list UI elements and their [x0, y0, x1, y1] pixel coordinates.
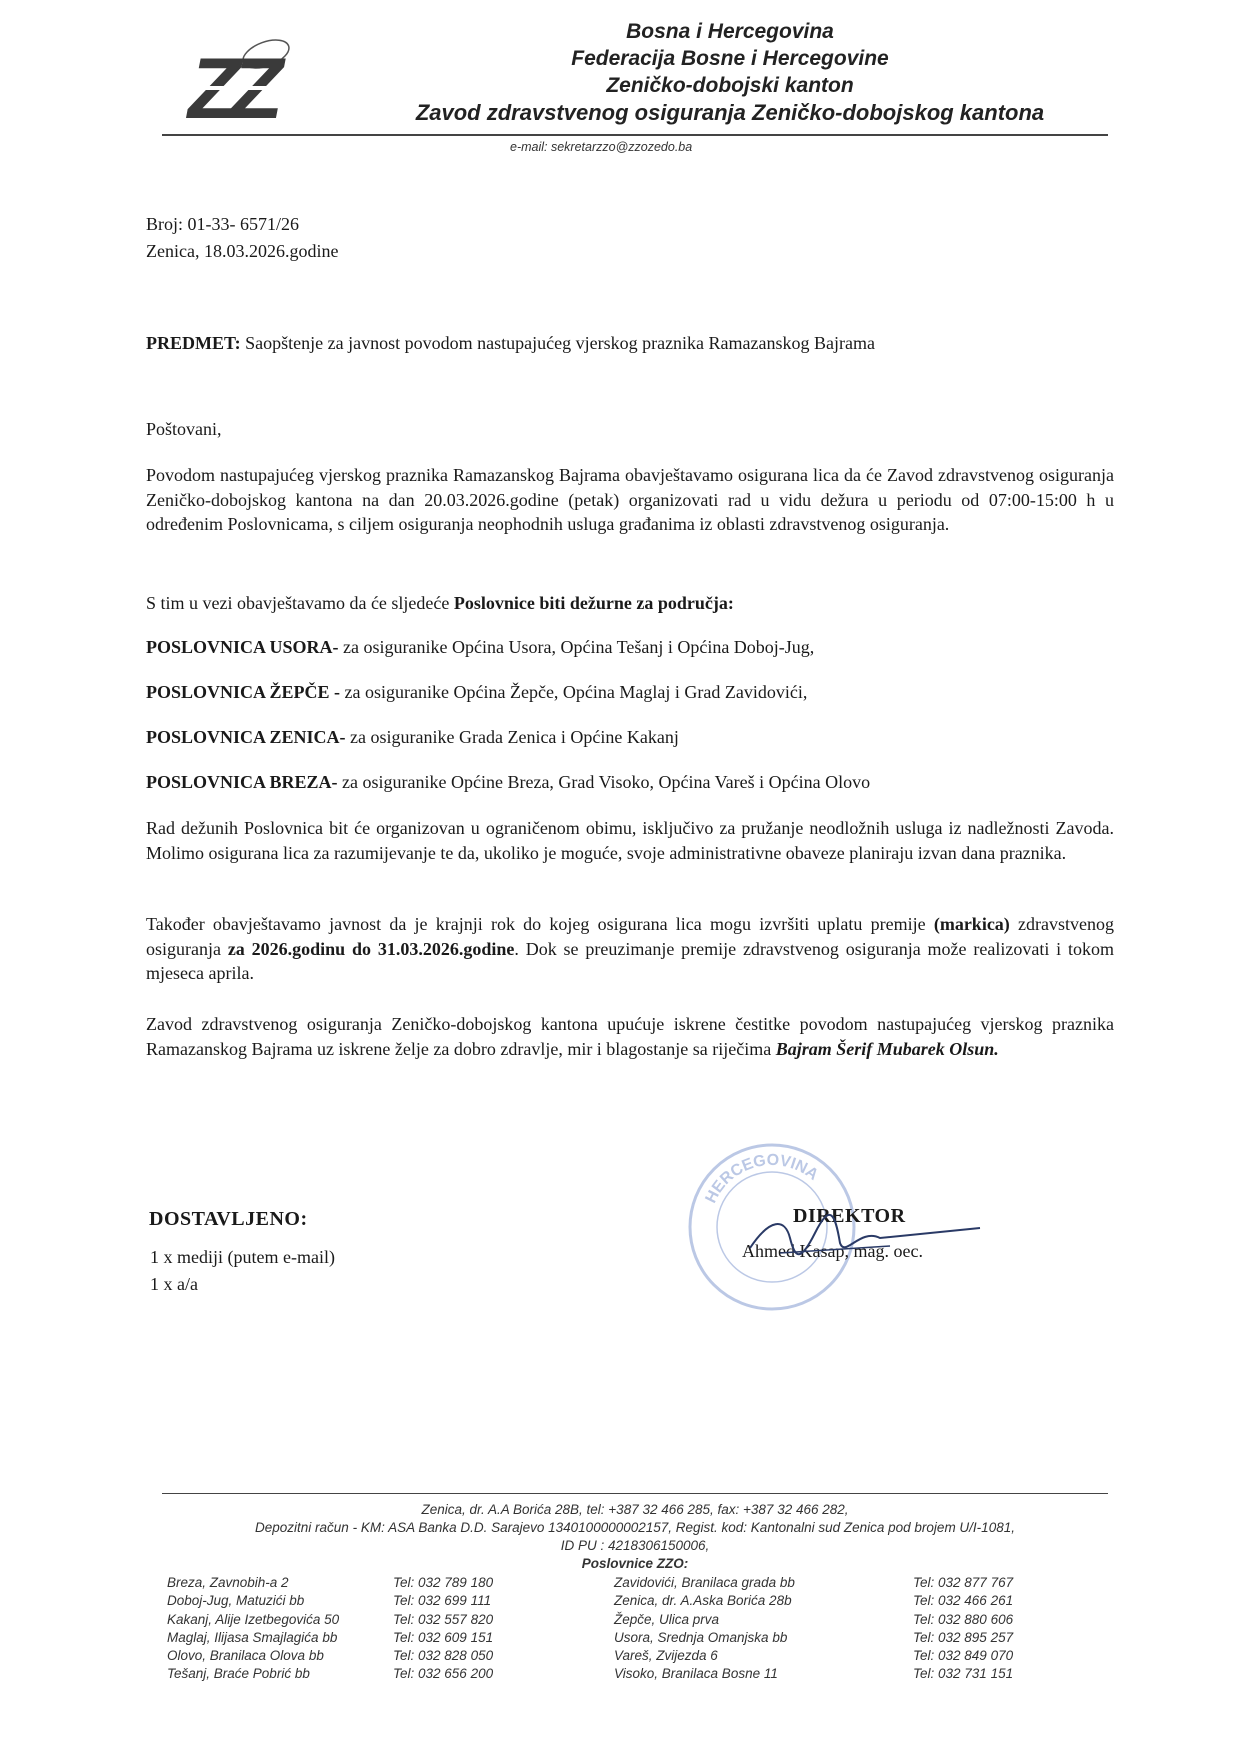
premium-markica: (markica): [933, 914, 1010, 934]
office-item: [146, 772, 870, 793]
delivered-title: DOSTAVLJENO:: [149, 1208, 308, 1230]
header-divider: [162, 134, 1108, 136]
header-email: e-mail: sekretarzzo@zzozedo.ba: [510, 140, 693, 154]
branch-phone: Tel: 032 895 257: [913, 1629, 1014, 1645]
header-line-federation: Federacija Bosne i Hercegovine: [571, 47, 889, 70]
footer-divider: [162, 1493, 1108, 1494]
office-item: [146, 682, 807, 703]
branch-phone: Tel: 032 877 767: [913, 1575, 1014, 1590]
branch-address: Zavidovići, Branilaca grada bb: [614, 1575, 795, 1590]
branch-phone: Tel: 032 656 200: [393, 1666, 494, 1682]
footer-address: Zenica, dr. A.A Borića 28B, tel: +387 32 466 285, fax: +387 32 466 282,: [421, 1502, 849, 1517]
office-desc: za osiguranike Općina Žepče, Općina Maglaj i Grad Zavidovići,: [340, 682, 808, 702]
office-item: [146, 727, 679, 748]
footer-id: ID PU : 4218306150006,: [560, 1538, 710, 1553]
branch-address: Žepče, Ulica prva: [614, 1611, 720, 1627]
branch-address: Vareš, Zvijezda 6: [614, 1648, 718, 1664]
branch-list-left: [167, 1574, 392, 1684]
document-reference: [146, 211, 338, 265]
premium-text-e: . Dok se preuzimanje premije zdravstvenog osiguranja može realizovati i tokom mjeseca aprila.: [146, 938, 1114, 983]
handwritten-signature: [740, 1208, 990, 1278]
footer-bank: Depozitni račun - KM: ASA Banka D.D. Sarajevo 1340100000002157, Regist. kod: Kantonalni sud Zenica pod brojem U/I-1081,: [255, 1520, 1015, 1535]
stamp-text: HERCEGOVINA: [702, 1151, 822, 1206]
branch-list-right: [614, 1574, 864, 1684]
greetings-text: Zavod zdravstvenog osiguranja Zeničko-dobojskog kantona upućuje iskrene čestitke povodom nastupajućeg vjerskog praznika Ramazanskog Bajrama uz iskrene želje za dobro zdravlje, mir i blagostanje sa riječima: [146, 1014, 1114, 1059]
office-desc: za osiguranike Općine Breza, Grad Visoko, Općina Vareš i Općina Olovo: [337, 772, 871, 792]
office-name: POSLOVNICA ŽEPČE -: [146, 682, 341, 702]
branch-phone: Tel: 032 789 180: [393, 1575, 494, 1590]
branch-address: Usora, Srednja Omanjska bb: [614, 1629, 788, 1645]
greeting: Poštovani,: [146, 419, 222, 439]
svg-text:HERCEGOVINA: [703, 1152, 822, 1206]
footer-branches-title: Poslovnice ZZO:: [581, 1556, 689, 1571]
delivered-list: [150, 1244, 335, 1298]
director-title: DIREKTOR: [793, 1205, 906, 1227]
branch-address: Olovo, Branilaca Olova bb: [167, 1648, 324, 1664]
branch-phone: Tel: 032 880 606: [913, 1611, 1014, 1627]
branch-phone: Tel: 032 828 050: [393, 1648, 494, 1664]
header-institution: [370, 18, 1090, 126]
branch-phone: Tel: 032 466 261: [913, 1593, 1014, 1609]
branch-phone: Tel: 032 557 820: [393, 1611, 494, 1627]
paragraph-offices-intro: [146, 591, 1114, 616]
header-line-country: Bosna i Hercegovina: [626, 20, 834, 43]
branch-address: Breza, Zavnobih-a 2: [167, 1575, 289, 1590]
subject-text: Saopštenje za javnost povodom nastupajućeg vjerskog praznika Ramazanskog Bajrama: [240, 333, 875, 353]
branch-phone: Tel: 032 699 111: [393, 1593, 492, 1609]
office-name: POSLOVNICA BREZA-: [146, 772, 338, 792]
logo-text: ZZ: [188, 41, 274, 132]
office-name: POSLOVNICA USORA-: [146, 637, 339, 657]
document-number: Broj: 01-33- 6571/26: [146, 214, 299, 234]
offices-intro-text: S tim u vezi obavještavamo da će sljedeće: [146, 593, 454, 613]
branch-phone: Tel: 032 849 070: [913, 1648, 1014, 1664]
delivered-item: 1 x a/a: [150, 1274, 198, 1294]
branch-phones-right: [913, 1574, 1063, 1684]
office-desc: za osiguranike Općina Usora, Općina Tešanj i Općina Doboj-Jug,: [338, 637, 815, 657]
director-name: Ahmed Kasap, mag. oec.: [742, 1241, 923, 1261]
premium-text-a: Također obavještavamo javnost da je krajnji rok do kojeg osigurana lica mogu izvršiti uplatu premije: [146, 914, 934, 934]
premium-text-c: zdravstvenog osiguranja: [146, 914, 1114, 959]
header-line-canton: Zeničko-dobojski kanton: [606, 74, 854, 97]
paragraph-limited-scope: Rad dežunih Poslovnica bit će organizovan u ograničenom obimu, isključivo za pružanje neodložnih usluga iz nadležnosti Zavoda. Molimo osigurana lica za razumijevanje te da, ukoliko je moguće, svoje administrativne obaveze planiraju izvan dana praznika.: [146, 818, 1114, 863]
office-desc: za osiguranike Grada Zenica i Općine Kakanj: [345, 727, 679, 747]
subject-label: PREDMET:: [146, 333, 241, 353]
branch-address: Kakanj, Alije Izetbegovića 50: [167, 1611, 340, 1627]
office-name: POSLOVNICA ZENICA-: [146, 727, 346, 747]
branch-address: Doboj-Jug, Matuzići bb: [167, 1593, 305, 1609]
office-item: [146, 637, 814, 658]
branch-phone: Tel: 032 731 151: [913, 1666, 1014, 1682]
delivered-item: 1 x mediji (putem e-mail): [150, 1247, 335, 1267]
header-line-institute: Zavod zdravstvenog osiguranja Zeničko-dobojskog kantona: [415, 100, 1045, 125]
branch-phone: Tel: 032 609 151: [393, 1629, 494, 1645]
paragraph-premium-deadline: [146, 912, 1114, 986]
paragraph-intro: Povodom nastupajućeg vjerskog praznika Ramazanskog Bajrama obavještavamo osigurana lica da će Zavod zdravstvenog osiguranja Zeničko-dobojskog kantona na dan 20.03.2026.godine (petak) organizovati rad u vidu dežura u periodu od 07:00-15:00 h u određenim Poslovnicama, s ciljem osiguranja neophodnih usluga građanima iz oblasti zdravstvenog osiguranja.: [146, 465, 1114, 534]
zzo-logo: [186, 32, 306, 132]
branch-address: Visoko, Branilaca Bosne 11: [614, 1666, 778, 1682]
premium-deadline: za 2026.godinu do 31.03.2026.godine: [227, 938, 515, 959]
greetings-phrase: Bajram Šerif Mubarek Olsun.: [775, 1038, 999, 1059]
branch-phones-left: [393, 1574, 543, 1684]
branch-address: Tešanj, Braće Pobrić bb: [167, 1666, 310, 1682]
branch-address: Maglaj, Ilijasa Smajlagića bb: [167, 1629, 338, 1645]
paragraph-greetings: [146, 1012, 1114, 1061]
document-subject: [146, 333, 875, 354]
document-place-date: Zenica, 18.03.2026.godine: [146, 241, 339, 261]
branch-address: Zenica, dr. A.Aska Borića 28b: [614, 1593, 792, 1609]
offices-intro-bold: Poslovnice biti dežurne za područja:: [453, 593, 734, 613]
